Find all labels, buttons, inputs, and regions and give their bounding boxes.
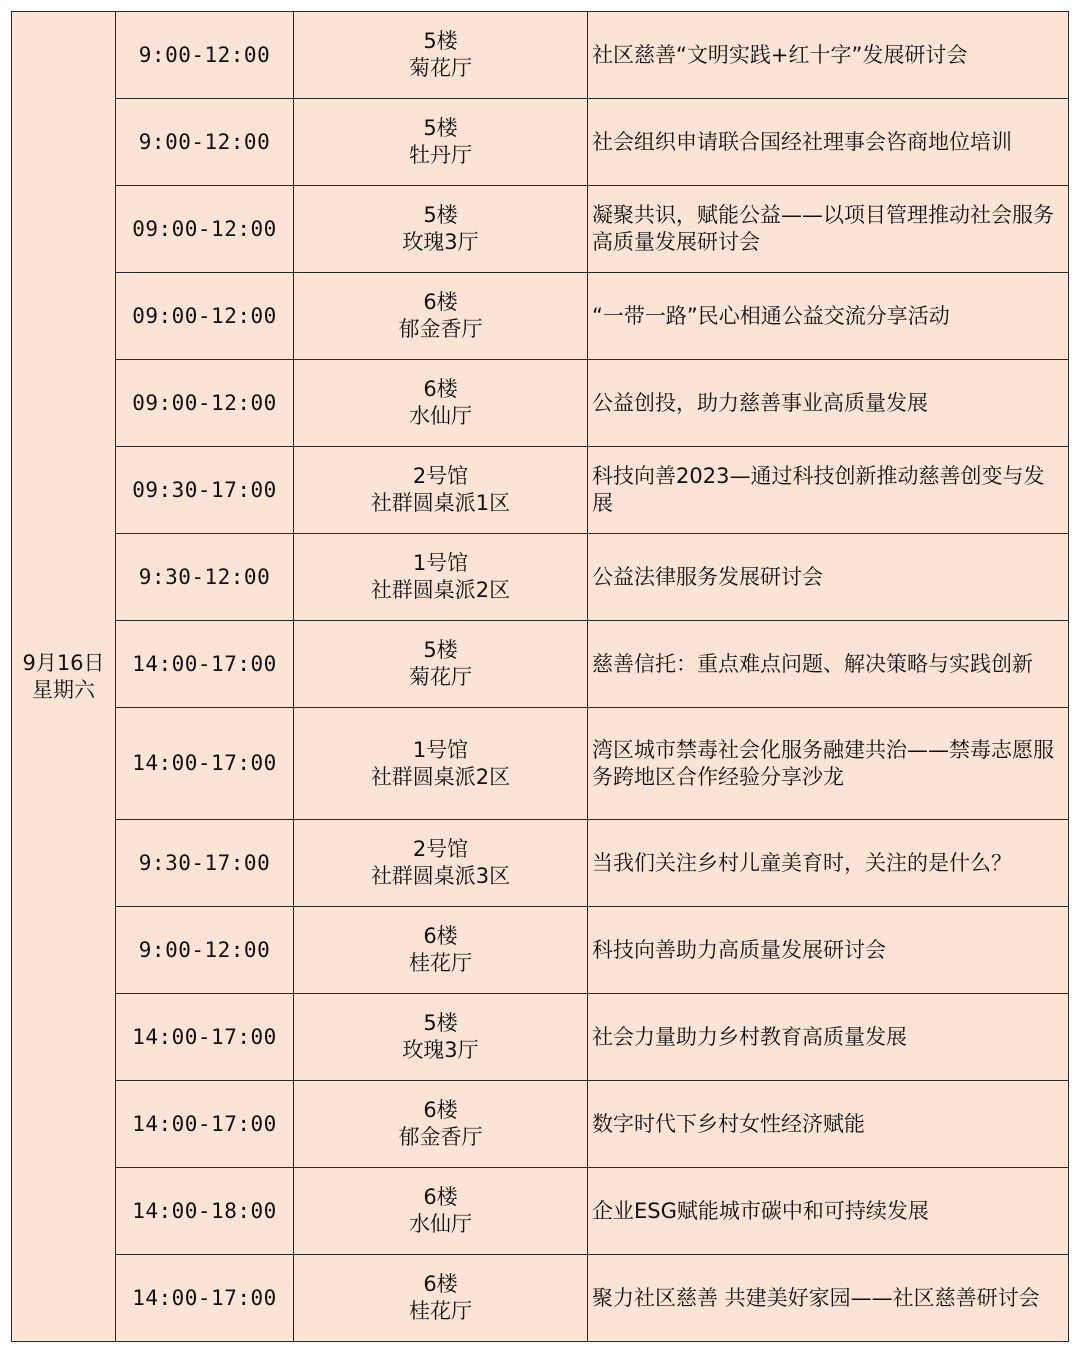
venue-cell — [294, 621, 588, 708]
table-row — [12, 99, 1069, 186]
time-cell: 9:30-17:00 — [116, 820, 294, 907]
table-row — [12, 994, 1069, 1081]
venue-hall: 桂花厅 — [409, 1299, 472, 1323]
schedule-body — [12, 12, 1069, 1342]
time-cell: 09:00-12:00 — [116, 273, 294, 360]
venue-floor: 6楼 — [423, 1272, 458, 1296]
venue-floor: 6楼 — [423, 924, 458, 948]
venue-cell — [294, 273, 588, 360]
table-row — [12, 1081, 1069, 1168]
venue-floor: 6楼 — [423, 377, 458, 401]
topic-cell: 凝聚共识，赋能公益——以项目管理推动社会服务高质量发展研讨会 — [588, 186, 1069, 273]
venue-floor: 6楼 — [423, 1185, 458, 1209]
venue-hall: 水仙厅 — [409, 404, 472, 428]
table-row — [12, 621, 1069, 708]
venue-floor: 2号馆 — [412, 837, 469, 861]
time-cell: 14:00-18:00 — [116, 1168, 294, 1255]
table-row — [12, 360, 1069, 447]
venue-floor: 5楼 — [423, 203, 458, 227]
venue-floor: 1号馆 — [412, 551, 469, 575]
venue-cell — [294, 820, 588, 907]
time-cell: 14:00-17:00 — [116, 1081, 294, 1168]
venue-hall: 水仙厅 — [409, 1212, 472, 1236]
date-cell — [12, 12, 116, 1342]
venue-cell — [294, 12, 588, 99]
topic-cell: 科技向善助力高质量发展研讨会 — [588, 907, 1069, 994]
venue-cell — [294, 1081, 588, 1168]
time-cell: 09:00-12:00 — [116, 186, 294, 273]
topic-cell: 科技向善2023—通过科技创新推动慈善创变与发展 — [588, 447, 1069, 534]
venue-cell — [294, 360, 588, 447]
venue-cell — [294, 907, 588, 994]
topic-cell: 公益法律服务发展研讨会 — [588, 534, 1069, 621]
venue-hall: 桂花厅 — [409, 951, 472, 975]
topic-cell: 湾区城市禁毒社会化服务融建共治——禁毒志愿服务跨地区合作经验分享沙龙 — [588, 708, 1069, 820]
table-row — [12, 907, 1069, 994]
topic-cell: 公益创投，助力慈善事业高质量发展 — [588, 360, 1069, 447]
date-weekday: 星期六 — [32, 677, 95, 702]
topic-cell: 社会组织申请联合国经社理事会咨商地位培训 — [588, 99, 1069, 186]
time-cell: 14:00-17:00 — [116, 1255, 294, 1342]
venue-cell — [294, 186, 588, 273]
venue-hall: 社群圆桌派3区 — [370, 864, 511, 888]
venue-hall: 玫瑰3厅 — [402, 230, 479, 254]
date-day: 9月16日 — [22, 650, 105, 675]
topic-cell: 当我们关注乡村儿童美育时，关注的是什么？ — [588, 820, 1069, 907]
venue-cell — [294, 447, 588, 534]
time-cell: 9:00-12:00 — [116, 907, 294, 994]
venue-hall: 社群圆桌派2区 — [370, 764, 511, 789]
venue-hall: 郁金香厅 — [398, 317, 483, 341]
topic-cell: 数字时代下乡村女性经济赋能 — [588, 1081, 1069, 1168]
topic-cell: 企业ESG赋能城市碳中和可持续发展 — [588, 1168, 1069, 1255]
time-cell: 14:00-17:00 — [116, 708, 294, 820]
time-cell: 9:00-12:00 — [116, 99, 294, 186]
venue-floor: 5楼 — [423, 116, 458, 140]
venue-floor: 6楼 — [423, 1098, 458, 1122]
table-row — [12, 186, 1069, 273]
time-cell: 9:30-12:00 — [116, 534, 294, 621]
topic-cell: 社区慈善“文明实践+红十字”发展研讨会 — [588, 12, 1069, 99]
venue-hall: 菊花厅 — [409, 56, 472, 80]
venue-hall: 郁金香厅 — [398, 1125, 483, 1149]
time-cell: 14:00-17:00 — [116, 621, 294, 708]
table-row — [12, 534, 1069, 621]
topic-cell: 社会力量助力乡村教育高质量发展 — [588, 994, 1069, 1081]
time-cell: 14:00-17:00 — [116, 994, 294, 1081]
venue-cell — [294, 99, 588, 186]
venue-floor: 2号馆 — [412, 464, 469, 488]
venue-cell — [294, 534, 588, 621]
venue-cell — [294, 1255, 588, 1342]
table-row — [12, 1255, 1069, 1342]
venue-hall: 牡丹厅 — [409, 143, 472, 167]
venue-floor: 5楼 — [423, 638, 458, 662]
venue-floor: 6楼 — [423, 290, 458, 314]
table-row — [12, 1168, 1069, 1255]
table-row — [12, 820, 1069, 907]
venue-cell — [294, 1168, 588, 1255]
table-row — [12, 12, 1069, 99]
topic-cell: “一带一路”民心相通公益交流分享活动 — [588, 273, 1069, 360]
table-row — [12, 447, 1069, 534]
venue-cell — [294, 994, 588, 1081]
topic-cell: 慈善信托：重点难点问题、解决策略与实践创新 — [588, 621, 1069, 708]
schedule-table — [11, 11, 1069, 1342]
venue-hall: 玫瑰3厅 — [402, 1038, 479, 1062]
topic-cell: 聚力社区慈善 共建美好家园——社区慈善研讨会 — [588, 1255, 1069, 1342]
venue-floor: 1号馆 — [412, 737, 469, 762]
table-row — [12, 708, 1069, 820]
venue-cell — [294, 708, 588, 820]
time-cell: 09:00-12:00 — [116, 360, 294, 447]
venue-floor: 5楼 — [423, 1011, 458, 1035]
time-cell: 9:00-12:00 — [116, 12, 294, 99]
venue-hall: 社群圆桌派2区 — [370, 578, 511, 602]
venue-hall: 菊花厅 — [409, 665, 472, 689]
venue-floor: 5楼 — [423, 29, 458, 53]
venue-hall: 社群圆桌派1区 — [370, 491, 511, 515]
table-row — [12, 273, 1069, 360]
time-cell: 09:30-17:00 — [116, 447, 294, 534]
